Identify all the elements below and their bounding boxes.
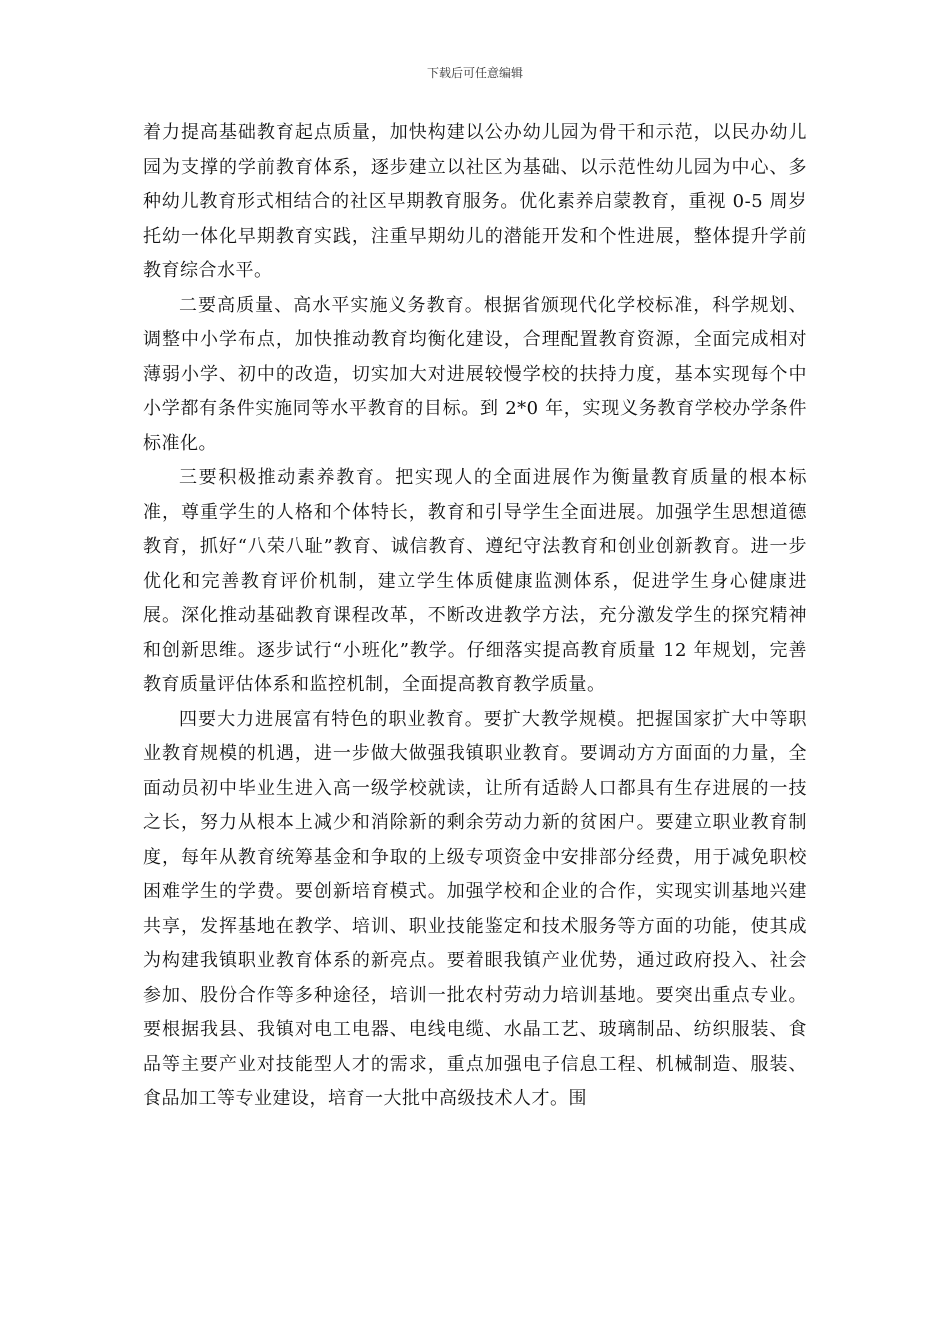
paragraph-compulsory-education: 二要高质量、高水平实施义务教育。根据省颁现代化学校标准，科学规划、调整中小学布点，加快推动教育均衡化建设，合理配置教育资源，全面完成相对薄弱小学、初中的改造，切实加大对进展较慢学校的扶持力度，基本实现每个中小学都有条件实施同等水平教育的目标。到 2*0 年，实现义务教育学校办学条件标准化。 [143,294,807,454]
paragraph-preschool-education: 着力提高基础教育起点质量，加快构建以公办幼儿园为骨干和示范，以民办幼儿园为支撑的学前教育体系，逐步建立以社区为基础、以示范性幼儿园为中心、多种幼儿教育形式相结合的社区早期教育服务。优化素养启蒙教育，重视 0-5 周岁托幼一体化早期教育实践，注重早期幼儿的潜能开发和个性进展，整体提升学前教育综合水平。 [143,122,807,281]
paragraph-vocational-education: 四要大力进展富有特色的职业教育。要扩大教学规模。把握国家扩大中等职业教育规模的机遇，进一步做大做强我镇职业教育。要调动方方面面的力量，全面动员初中毕业生进入高一级学校就读，让所有适龄人口都具有生存进展的一技之长，努力从根本上减少和消除新的剩余劳动力新的贫困户。要建立职业教育制度，每年从教育统筹基金和争取的上级专项资金中安排部分经费，用于减免职校困难学生的学费。要创新培育模式。加强学校和企业的合作，实现实训基地兴建共享，发挥基地在教学、培训、职业技能鉴定和技术服务等方面的功能，使其成为构建我镇职业教育体系的新亮点。要着眼我镇产业优势，通过政府投入、社会参加、股份合作等多种途径，培训一批农村劳动力培训基地。要突出重点专业。要根据我县、我镇对电工电器、电线电缆、水晶工艺、玻璃制品、纺织服装、食品等主要产业对技能型人才的需求，重点加强电子信息工程、机械制造、服装、食品加工等专业建设，培育一大批中高级技术人才。围 [143,708,807,1109]
document-body [143,116,807,1117]
page-header: 下载后可任意编辑 [426,66,523,80]
paragraph-quality-education: 三要积极推动素养教育。把实现人的全面进展作为衡量教育质量的根本标准，尊重学生的人格和个体特长，教育和引导学生全面进展。加强学生思想道德教育，抓好“八荣八耻”教育、诚信教育、遵纪守法教育和创业创新教育。进一步优化和完善教育评价机制，建立学生体质健康监测体系，促进学生身心健康进展。深化推动基础教育课程改革，不断改进教学方法，充分激发学生的探究精神和创新思维。逐步试行“小班化”教学。仔细落实提高教育质量 12 年规划，完善教育质量评估体系和监控机制，全面提高教育教学质量。 [143,467,807,695]
